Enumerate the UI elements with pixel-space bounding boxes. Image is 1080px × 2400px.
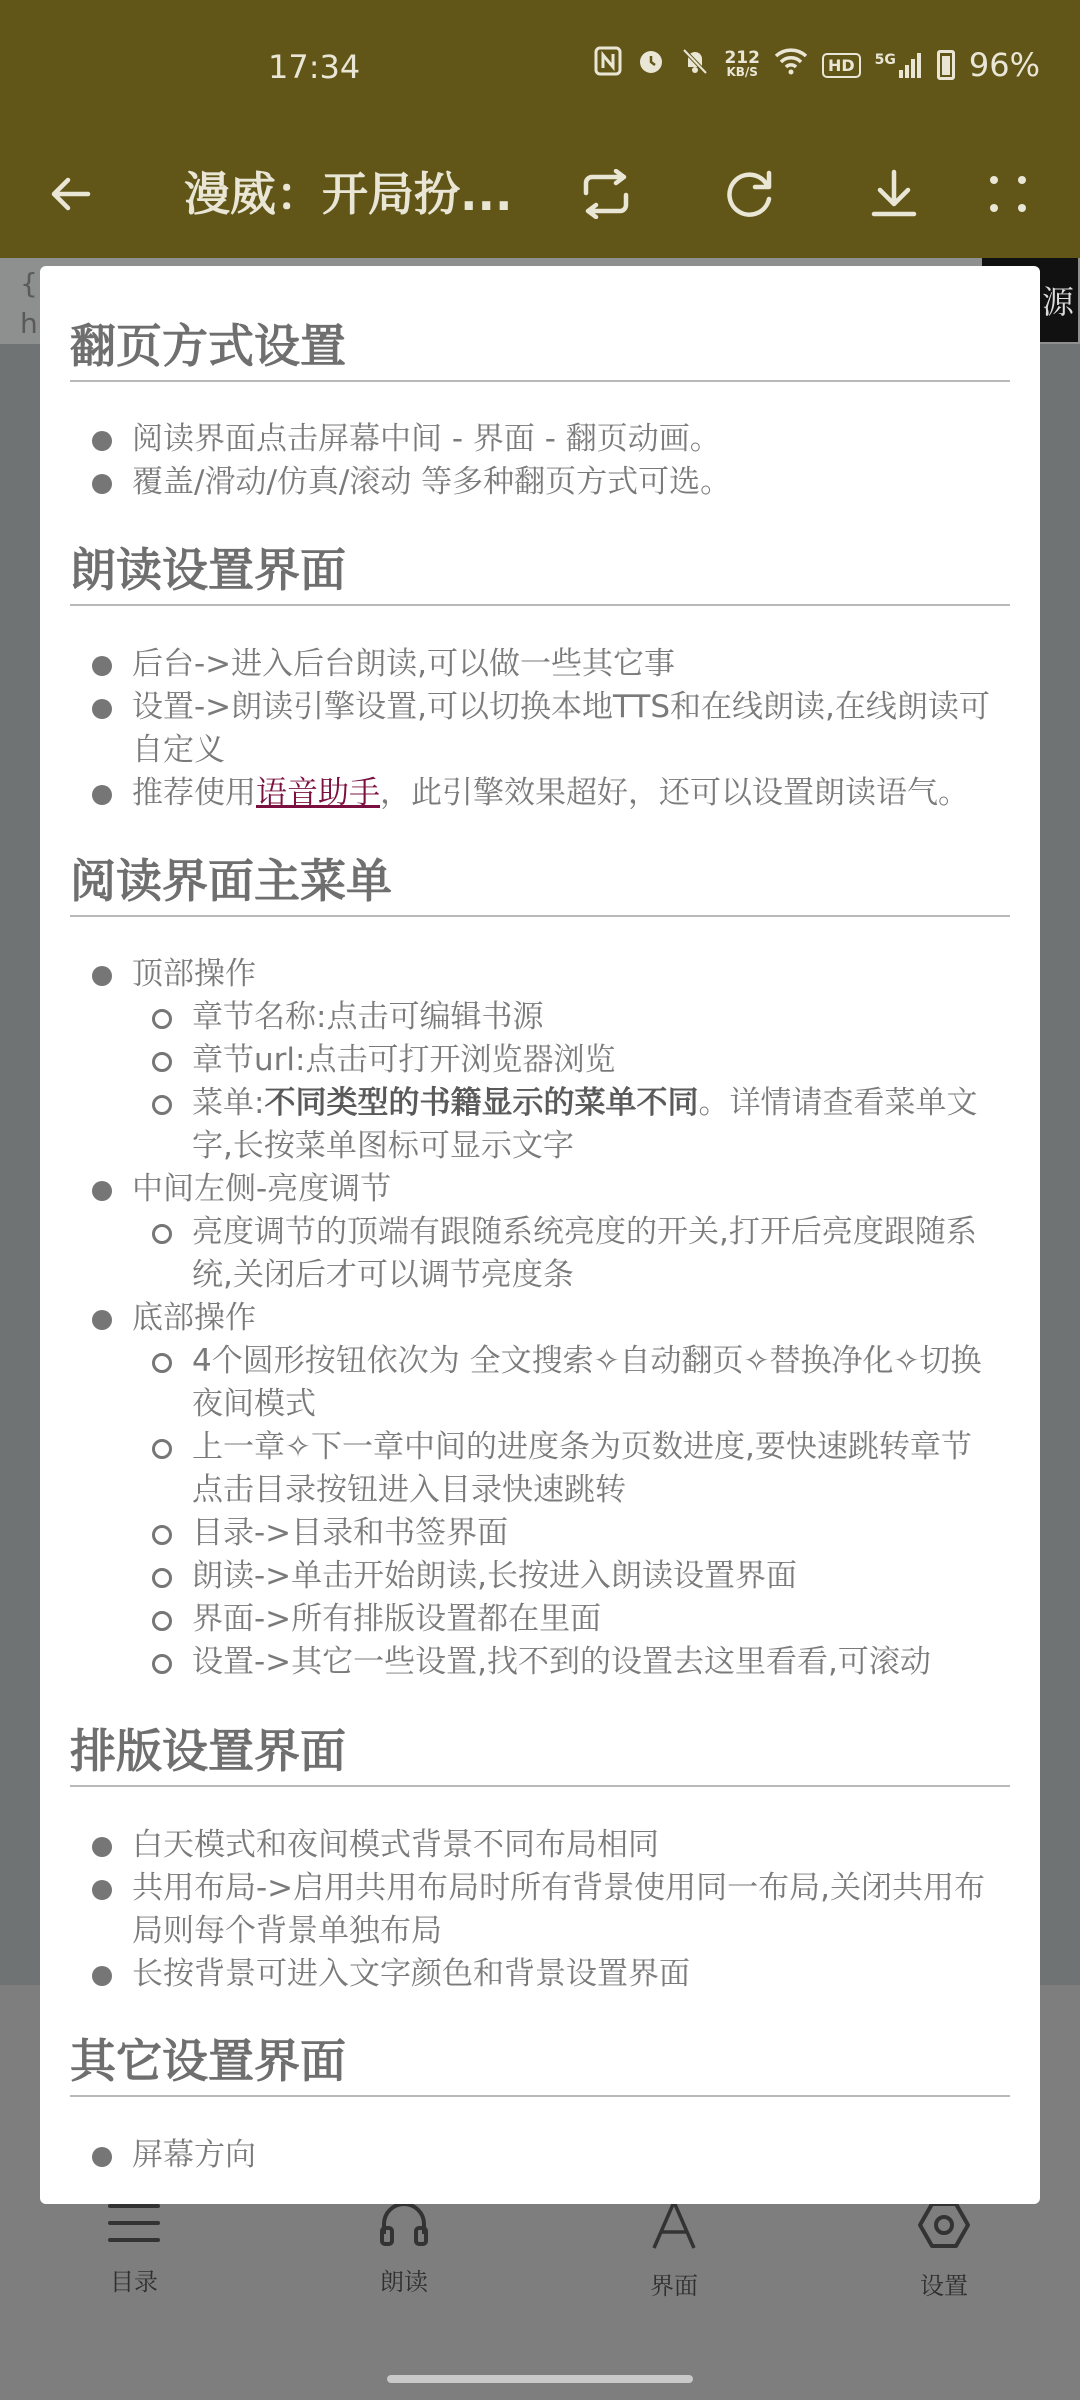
list-item: 阅读界面点击屏幕中间 - 界面 - 翻页动画。 xyxy=(132,421,721,457)
sub-bullet xyxy=(152,1439,172,1459)
sub-bullet xyxy=(152,1095,172,1115)
nav-interface-label: 界面 xyxy=(650,2272,698,2300)
menu-list-icon xyxy=(106,2200,162,2246)
status-bar xyxy=(0,0,1080,130)
list-item: 后台->进入后台朗读,可以做一些其它事 xyxy=(132,646,676,682)
section-title-read-aloud: 朗读设置界面 xyxy=(70,540,1010,606)
sub-list-item: 上一章✧下一章中间的进度条为页数进度,要快速跳转章节 xyxy=(192,1429,972,1465)
sub-bullet xyxy=(152,1568,172,1588)
home-indicator[interactable] xyxy=(387,2375,693,2383)
strip-text: { xyxy=(20,267,38,300)
nav-settings-label: 设置 xyxy=(920,2272,968,2300)
mute-bell-icon xyxy=(680,46,710,84)
list-item: 白天模式和夜间模式背景不同布局相同 xyxy=(132,1827,659,1863)
menu-prefix: 菜单: xyxy=(192,1085,265,1121)
list-item: 底部操作 xyxy=(132,1300,256,1336)
headphones-icon xyxy=(376,2200,432,2246)
list-item-recommend xyxy=(132,772,1012,815)
sub-list-item-continuation: 字,长按菜单图标可显示文字 xyxy=(192,1128,574,1164)
recommend-suffix: ，此引擎效果超好，还可以设置朗读语气。 xyxy=(380,775,969,811)
status-time: 17:34 xyxy=(268,48,361,86)
back-button[interactable] xyxy=(32,156,108,232)
nfc-icon xyxy=(594,46,622,84)
sub-list-item: 目录->目录和书签界面 xyxy=(192,1515,509,1551)
nav-settings[interactable] xyxy=(884,2200,1004,2301)
bullet xyxy=(92,431,112,451)
list-item-continuation: 局则每个背景单独布局 xyxy=(132,1913,442,1949)
sub-list-item: 章节名称:点击可编辑书源 xyxy=(192,999,544,1035)
bullet xyxy=(92,966,112,986)
alarm-icon xyxy=(636,46,666,84)
sub-bullet xyxy=(152,1224,172,1244)
back-arrow-icon xyxy=(46,170,94,218)
swap-icon xyxy=(578,169,634,219)
sub-list-item-continuation: 点击目录按钮进入目录快速跳转 xyxy=(192,1472,626,1508)
download-button[interactable] xyxy=(856,156,932,232)
sub-bullet xyxy=(152,1654,172,1674)
bullet xyxy=(92,699,112,719)
section-title-other: 其它设置界面 xyxy=(70,2031,1010,2097)
list-item: 设置->朗读引擎设置,可以切换本地TTS和在线朗读,在线朗读可 xyxy=(132,689,990,725)
list-item: 覆盖/滑动/仿真/滚动 等多种翻页方式可选。 xyxy=(132,464,732,500)
battery-percent: 96% xyxy=(968,46,1040,84)
nav-read-aloud[interactable] xyxy=(344,2200,464,2297)
refresh-button[interactable] xyxy=(712,156,788,232)
signal-icon: 5G xyxy=(875,52,923,78)
swap-source-button[interactable] xyxy=(568,156,644,232)
sub-list-item: 朗读->单击开始朗读,长按进入朗读设置界面 xyxy=(192,1558,798,1594)
sub-list-item: 界面->所有排版设置都在里面 xyxy=(192,1601,602,1637)
list-item: 中间左侧-亮度调节 xyxy=(132,1171,392,1207)
wifi-icon xyxy=(774,47,808,83)
source-tag[interactable]: 源 xyxy=(982,258,1078,342)
menu-suffix: 。详情请查看菜单文 xyxy=(698,1085,978,1121)
net-speed: 212 KB/S xyxy=(724,48,760,79)
section-title-layout: 排版设置界面 xyxy=(70,1721,1010,1787)
bullet xyxy=(92,2147,112,2167)
list-item: 长按背景可进入文字颜色和背景设置界面 xyxy=(132,1956,690,1992)
sub-list-item: 亮度调节的顶端有跟随系统亮度的开关,打开后亮度跟随系 xyxy=(192,1214,977,1250)
download-icon xyxy=(868,168,920,220)
sub-list-item-continuation: 夜间模式 xyxy=(192,1386,316,1422)
nav-catalog-label: 目录 xyxy=(110,2268,158,2296)
more-button[interactable] xyxy=(970,156,1046,232)
sub-list-item-continuation: 统,关闭后才可以调节亮度条 xyxy=(192,1257,574,1293)
gear-icon xyxy=(916,2200,972,2250)
bullet xyxy=(92,1880,112,1900)
hd-badge: HD xyxy=(822,53,861,78)
battery-icon xyxy=(937,50,955,80)
bullet xyxy=(92,656,112,676)
voice-assistant-link[interactable]: 语音助手 xyxy=(256,775,380,811)
sub-bullet xyxy=(152,1052,172,1072)
refresh-icon xyxy=(723,167,777,221)
sub-bullet xyxy=(152,1009,172,1029)
more-icon xyxy=(983,169,1033,219)
section-title-main-menu: 阅读界面主菜单 xyxy=(70,851,1010,917)
sub-bullet xyxy=(152,1525,172,1545)
bullet xyxy=(92,474,112,494)
font-a-icon xyxy=(646,2200,702,2250)
list-item: 顶部操作 xyxy=(132,956,256,992)
bullet xyxy=(92,785,112,805)
sub-list-item: 设置->其它一些设置,找不到的设置去这里看看,可滚动 xyxy=(192,1644,931,1680)
list-item: 屏幕方向 xyxy=(132,2137,256,2173)
sub-bullet xyxy=(152,1353,172,1373)
bullet xyxy=(92,1181,112,1201)
section-title-page-turn: 翻页方式设置 xyxy=(70,316,1010,382)
menu-bold-text: 不同类型的书籍显示的菜单不同 xyxy=(264,1085,699,1121)
bullet xyxy=(92,1310,112,1330)
bullet xyxy=(92,1837,112,1857)
list-item-continuation: 自定义 xyxy=(132,732,225,768)
sub-list-item: 章节url:点击可打开浏览器浏览 xyxy=(192,1042,616,1078)
bullet xyxy=(92,1966,112,1986)
help-dialog[interactable] xyxy=(40,266,1040,2204)
status-icons xyxy=(594,46,1040,84)
list-item: 共用布局->启用共用布局时所有背景使用同一布局,关闭共用布 xyxy=(132,1870,986,1906)
nav-interface[interactable] xyxy=(614,2200,734,2301)
sub-list-item xyxy=(192,1082,1012,1125)
nav-catalog[interactable] xyxy=(74,2200,194,2297)
strip-text-2: h xyxy=(20,307,38,340)
page-title: 漫威：开局扮... xyxy=(184,167,513,221)
recommend-prefix: 推荐使用 xyxy=(132,775,256,811)
sub-list-item: 4个圆形按钮依次为 全文搜索✧自动翻页✧替换净化✧切换 xyxy=(192,1343,982,1379)
app-bar xyxy=(0,130,1080,258)
nav-read-aloud-label: 朗读 xyxy=(380,2268,428,2296)
sub-bullet xyxy=(152,1611,172,1631)
